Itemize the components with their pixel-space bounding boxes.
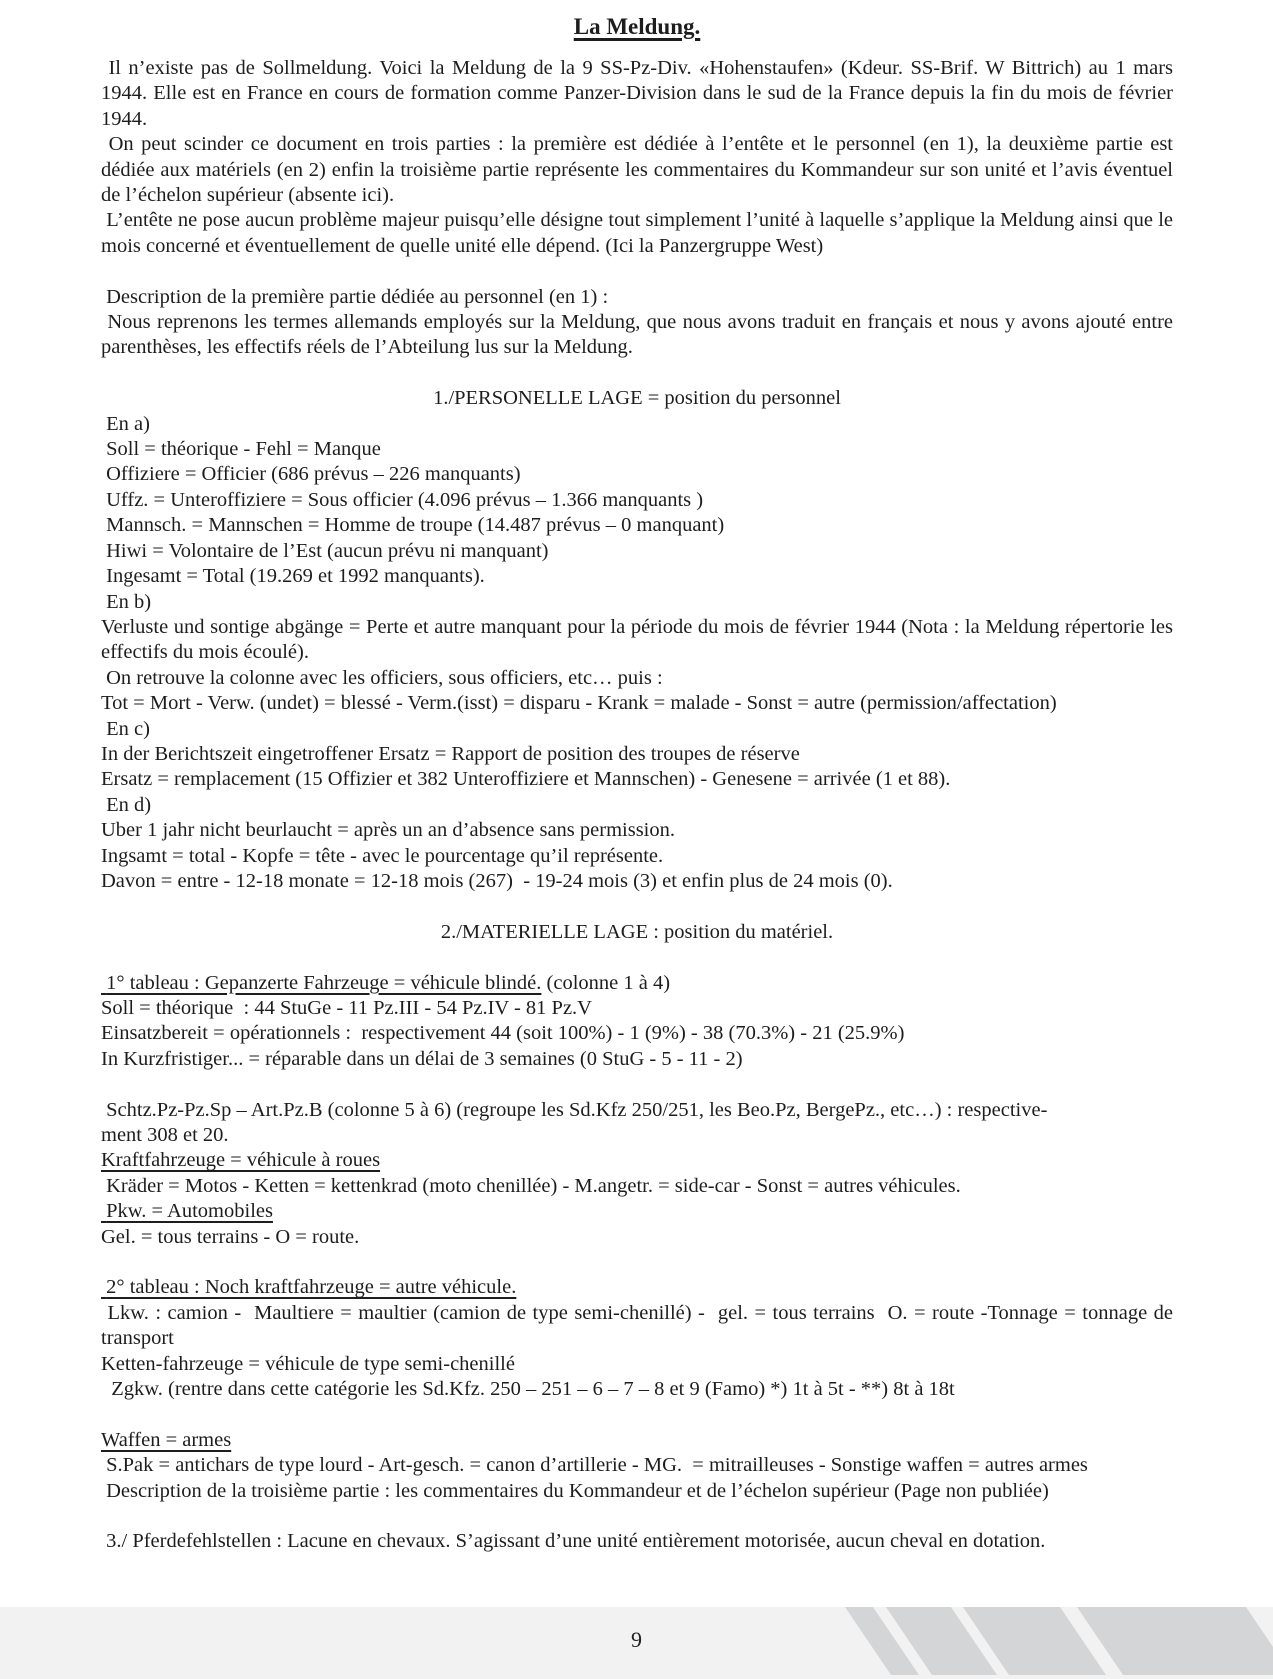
heading-pkw <box>101 1199 1173 1224</box>
line-krader: Kräder = Motos - Ketten = kettenkrad (moto chenillée) - M.angetr. = side-car - Sonst = autres véhicules. <box>101 1174 961 1197</box>
line-ketten-fahrzeuge: Ketten-fahrzeuge = véhicule de type semi-chenillé <box>101 1352 515 1375</box>
desc-part1-paragraph: Nous reprenons les termes allemands employés sur la Meldung, que nous avons traduit en français et nous y avons ajouté entre parenthèses, les effectifs réels de l’Abteilung lus sur la Meldung. <box>101 311 1179 359</box>
heading-waffen-text: Waffen = armes <box>101 1428 232 1451</box>
blank-line <box>101 361 1173 386</box>
page-number: 9 <box>631 1627 642 1652</box>
document-text-block <box>101 12 1179 1555</box>
line-uffz: Uffz. = Unteroffiziere = Sous officier (4.096 prévus – 1.366 manquants ) <box>101 488 704 511</box>
table1-heading-rest: (colonne 1 à 4) <box>541 971 671 994</box>
line-ment-308: ment 308 et 20. <box>101 1123 229 1146</box>
blank-line <box>101 1402 1173 1427</box>
intro-paragraph-3: L’entête ne pose aucun problème majeur puisqu’elle désigne tout simplement l’unité à laquelle s’applique la Meldung ainsi que le mois concerné et éventuellement de quelle unité elle dépend. (Ici la Panzergruppe West) <box>101 209 1179 257</box>
line-offiziere: Offiziere = Officier (686 prévus – 226 manquants) <box>101 463 521 486</box>
intro-paragraph-1: Il n’existe pas de Sollmeldung. Voici la Meldung de la 9 SS-Pz-Div. «Hohenstaufen» (Kdeur. SS-Brif. W Bittrich) au 1 mars 1944. Elle est en France en cours de formation comme Panzer-Division dans le sud de la France depuis la fin du mois de février 1944. <box>101 57 1179 130</box>
line-berichtszeit: In der Berichtszeit eingetroffener Ersatz = Rapport de position des troupes de réserve <box>101 742 800 765</box>
section1-heading: 1./PERSONELLE LAGE = position du personnel <box>433 387 841 410</box>
blank-line <box>101 1504 1173 1529</box>
line-tot-verw: Tot = Mort - Verw. (undet) = blessé - Verm.(isst) = disparu - Krank = malade - Sonst = autre (permission/affectation) <box>101 692 1057 715</box>
heading-waffen <box>101 1428 1173 1453</box>
page-title-text: La Meldung. <box>573 14 701 39</box>
line-gel: Gel. = tous terrains - O = route. <box>101 1225 360 1248</box>
line-einsatzbereit: Einsatzbereit = opérationnels : respectivement 44 (soit 100%) - 1 (9%) - 38 (70.3%) - 21 (25.9%) <box>101 1022 905 1045</box>
line-schtz-pz: Schtz.Pz-Pz.Sp – Art.Pz.B (colonne 5 à 6) (regroupe les Sd.Kfz 250/251, les Beo.Pz, BergePz., etc…) : respective- <box>101 1098 1048 1121</box>
table2-heading-text: 2° tableau : Noch kraftfahrzeuge = autre véhicule. <box>101 1276 517 1299</box>
line-on-retrouve: On retrouve la colonne avec les officiers, sous officiers, etc… puis : <box>101 666 663 689</box>
blank-line <box>101 259 1173 284</box>
line-ingsamt-kopfe: Ingsamt = total - Kopfe = tête - avec le pourcentage qu’il représente. <box>101 844 664 867</box>
footer-band <box>0 1607 1273 1679</box>
line-en-b: En b) <box>101 590 152 613</box>
page-title <box>101 12 1173 42</box>
line-desc-part3: Description de la troisième partie : les commentaires du Kommandeur et de l’échelon supérieur (Page non publiée) <box>101 1479 1049 1502</box>
blank-line <box>101 1250 1173 1275</box>
line-kurzfristiger: In Kurzfristiger... = réparable dans un délai de 3 semaines (0 StuG - 5 - 11 - 2) <box>101 1047 743 1070</box>
heading-kraftfahrzeuge-text: Kraftfahrzeuge = véhicule à roues <box>101 1149 381 1172</box>
line-hiwi: Hiwi = Volontaire de l’Est (aucun prévu ni manquant) <box>101 539 549 562</box>
line-ersatz: Ersatz = remplacement (15 Offizier et 382 Unteroffiziere et Mannschen) - Genesene = arrivée (1 et 88). <box>101 768 951 791</box>
heading-pkw-text: Pkw. = Automobiles <box>101 1200 273 1223</box>
line-soll-stuge: Soll = théorique : 44 StuGe - 11 Pz.III - 54 Pz.IV - 81 Pz.V <box>101 996 592 1019</box>
desc-part1-intro: Description de la première partie dédiée au personnel (en 1) : <box>101 285 609 308</box>
line-ingesamt: Ingesamt = Total (19.269 et 1992 manquants). <box>101 565 485 588</box>
paragraph-lkw: Lkw. : camion - Maultiere = maultier (camion de type semi-chenillé) - gel. = tous terrains O. = route -Tonnage = tonnage de transport <box>101 1301 1179 1350</box>
line-en-d: En d) <box>101 793 152 816</box>
table1-heading-underlined: 1° tableau : Gepanzerte Fahrzeuge = véhicule blindé. <box>101 971 542 994</box>
line-zgkw: Zgkw. (rentre dans cette catégorie les Sd.Kfz. 250 – 251 – 6 – 7 – 8 et 9 (Famo) *) 1t à 5t - **) 8t à 18t <box>101 1378 955 1401</box>
line-en-a: En a) <box>101 412 150 435</box>
table2-heading <box>101 1275 1173 1300</box>
paragraph-verluste: Verluste und sontige abgänge = Perte et autre manquant pour la période du mois de février 1944 (Nota : la Meldung répertorie les effectifs du mois écoulé). <box>101 615 1179 664</box>
line-mannsch: Mannsch. = Mannschen = Homme de troupe (14.487 prévus – 0 manquant) <box>101 514 725 537</box>
blank-line <box>101 1072 1173 1097</box>
line-soll-fehl: Soll = théorique - Fehl = Manque <box>101 438 381 461</box>
section2-heading: 2./MATERIELLE LAGE : position du matériel. <box>440 920 834 943</box>
line-davon: Davon = entre - 12-18 monate = 12-18 mois (267) - 19-24 mois (3) et enfin plus de 24 mois (0). <box>101 869 893 892</box>
line-en-c: En c) <box>101 717 150 740</box>
blank-line <box>101 945 1173 970</box>
intro-paragraph-2: On peut scinder ce document en trois parties : la première est dédiée à l’entête et le personnel (en 1), la deuxième partie est dédiée aux matériels (en 2) enfin la troisième partie représente les commentaires du Kommandeur sur son unité et l’avis éventuel de l’échelon supérieur (absente ici). <box>101 133 1179 207</box>
table1-heading <box>101 971 1173 996</box>
line-uber-1-jahr: Uber 1 jahr nicht beurlaucht = après un an d’absence sans permission. <box>101 819 675 842</box>
heading-kraftfahrzeuge <box>101 1148 1173 1173</box>
line-pferdefehlstellen: 3./ Pferdefehlstellen : Lacune en chevaux. S’agissant d’une unité entièrement motorisée, aucun cheval en dotation. <box>101 1530 1046 1553</box>
paragraph-spak: S.Pak = antichars de type lourd - Art-gesch. = canon d’artillerie - MG. = mitrailleuses - Sonstige waffen = autres armes <box>101 1454 1088 1477</box>
blank-line <box>101 894 1173 919</box>
